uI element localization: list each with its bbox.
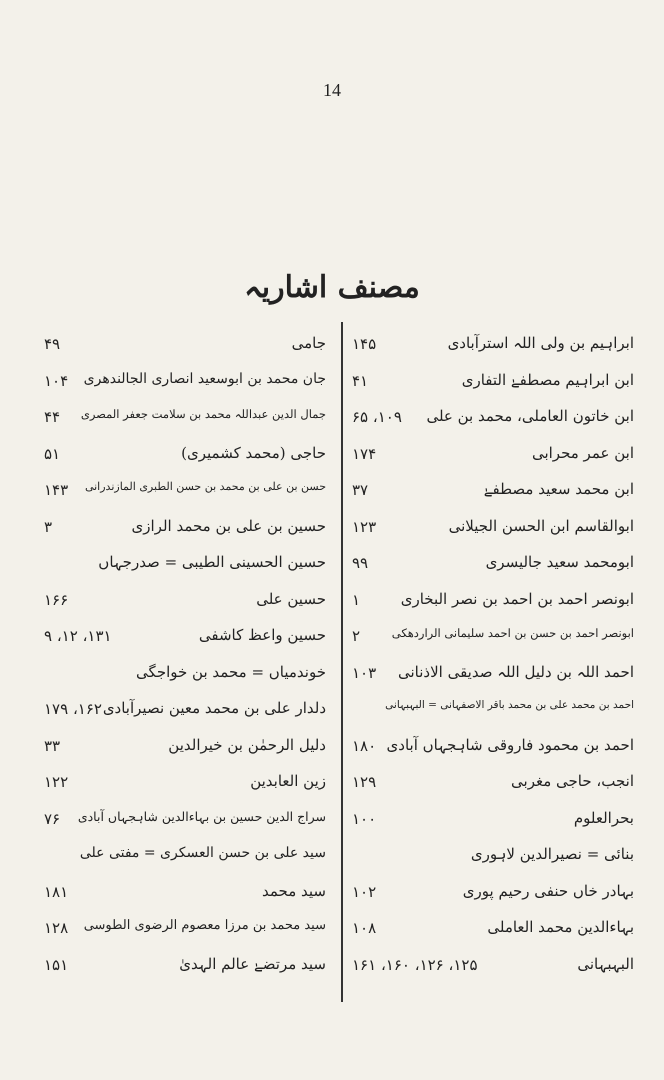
entry-pages: ۱۰۰ <box>352 809 377 828</box>
index-entry <box>348 841 638 878</box>
entry-pages: ۳ <box>44 517 53 536</box>
index-column-left <box>40 330 330 987</box>
entry-pages: ۱۰۲ <box>352 882 377 901</box>
index-entry <box>348 513 638 550</box>
entry-name: ابن خاتون العاملی، محمد بن علی <box>426 407 634 425</box>
index-entry <box>348 805 638 842</box>
entry-pages: ۱۴۵ <box>352 335 377 353</box>
index-entry <box>40 768 330 805</box>
entry-name: سید محمد بن مرزا معصوم الرضوی الطوسی <box>83 918 326 933</box>
index-entry <box>348 951 638 988</box>
entry-pages: ۵۱ <box>44 444 61 463</box>
entry-name: حاجی (محمد کشمیری) <box>181 443 326 462</box>
entry-pages: ۲ <box>352 627 361 645</box>
entry-pages: ۱ <box>352 590 361 609</box>
index-entry <box>40 914 330 951</box>
index-entry <box>40 440 330 477</box>
entry-name: حسین الحسینی الطیبی = صدرجہاں <box>98 553 326 571</box>
index-entry <box>348 622 638 659</box>
entry-pages: ۴۹ <box>44 335 61 353</box>
index-title: مصنف اشاریہ <box>244 270 420 305</box>
index-entry <box>348 768 638 805</box>
entry-name: سید محمد <box>262 881 326 900</box>
page-number: 14 <box>323 80 341 100</box>
index-entry <box>348 914 638 951</box>
entry-pages: ۴۱ <box>352 371 369 390</box>
entry-pages: ۹۹ <box>352 554 369 572</box>
index-entry <box>40 330 330 367</box>
entry-name: بہاءالدین محمد العاملی <box>487 918 634 936</box>
entry-pages: ۴۴ <box>44 408 61 426</box>
index-entry <box>40 805 330 842</box>
entry-name: بہادر خاں حنفی رحیم پوری <box>462 881 634 900</box>
entry-name: سراج الدین حسین بن بہاءالدین شاہجہاں آبادی <box>77 808 326 824</box>
index-entry <box>348 878 638 915</box>
index-entry <box>40 878 330 915</box>
index-entry <box>40 367 330 404</box>
entry-name: ابن عمر محرابی <box>531 443 634 462</box>
entry-name: ابومحمد سعید جالیسری <box>485 553 634 571</box>
entry-pages: ۱۲۹ <box>352 773 377 791</box>
entry-pages: ۳۷ <box>352 481 369 499</box>
entry-pages: ۱۸۰ <box>352 736 377 755</box>
entry-name: دلدار علی بن محمد معین نصیرآبادی <box>102 699 326 717</box>
index-entry <box>40 732 330 769</box>
entry-name: ابونصر احمد بن حسن بن احمد سلیمانی الراردهکی <box>391 626 634 640</box>
entry-pages: ۱۳۱، ۱۲، ۹ <box>44 627 112 645</box>
entry-name: حسین واعظ کاشفی <box>198 626 326 644</box>
index-entry <box>348 586 638 623</box>
index-entry <box>348 549 638 586</box>
entry-name: جمال الدین عبداللہ محمد بن سلامت جعفر المصری <box>80 407 326 421</box>
entry-name: احمد اللہ بن دلیل اللہ صدیقی الاذنانی <box>397 662 634 681</box>
entry-pages: ۱۲۸ <box>44 919 69 937</box>
entry-name: احمد بن محمود فاروقی شاہجہاں آبادی <box>386 735 634 754</box>
index-entry <box>348 476 638 513</box>
entry-pages: ۷۶ <box>44 809 61 828</box>
entry-name: بنائی = نصیرالدین لاہوری <box>470 845 634 863</box>
index-entry <box>40 622 330 659</box>
entry-pages: ۱۶۶ <box>44 590 69 609</box>
entry-name: خوندمیاں = محمد بن خواجگی <box>136 662 326 681</box>
entry-name: ابن محمد سعید مصطفےٰ <box>483 480 634 498</box>
index-entry <box>40 513 330 550</box>
entry-name: احمد بن محمد علی بن محمد باقر الاصفہانی = البہبہانی <box>385 699 634 711</box>
entry-pages: ۱۸۱ <box>44 882 69 901</box>
entry-name: ابن ابراہیم مصطفےٰ التفاری <box>461 370 634 389</box>
entry-pages: ۱۰۴ <box>44 371 69 390</box>
entry-pages: ۱۵۱ <box>44 955 69 974</box>
entry-name: ابوالقاسم ابن الحسن الجیلانی <box>448 516 634 535</box>
entry-name: سید مرتضےٰ عالم الہدیٰ <box>179 954 326 973</box>
entry-pages: ۱۲۳ <box>352 517 377 536</box>
entry-pages: ۱۶۲، ۱۷۹ <box>44 700 102 718</box>
entry-pages: ۱۰۸ <box>352 919 377 937</box>
entry-name: حسین بن علی بن محمد الرازی <box>131 516 326 535</box>
index-entry <box>40 841 330 878</box>
index-entry <box>348 403 638 440</box>
index-column-right <box>348 330 638 987</box>
entry-name: جامی <box>291 334 326 352</box>
entry-pages: ۳۳ <box>44 736 61 755</box>
entry-name: حسین علی <box>256 589 326 608</box>
entry-pages: ۱۴۳ <box>44 481 69 499</box>
entry-pages: ۱۷۴ <box>352 444 377 463</box>
index-entry <box>348 440 638 477</box>
index-entry <box>40 659 330 696</box>
index-entry <box>40 403 330 440</box>
index-entry <box>40 586 330 623</box>
index-entry <box>40 476 330 513</box>
entry-pages: ۱۲۲ <box>44 773 69 791</box>
entry-name: بحرالعلوم <box>573 808 634 827</box>
index-entry <box>40 695 330 732</box>
index-entry <box>40 951 330 988</box>
index-entry <box>348 367 638 404</box>
column-divider <box>341 322 343 1002</box>
entry-name: ابراہیم بن ولی اللہ استرآبادی <box>447 334 634 352</box>
entry-pages: ۱۲۵، ۱۲۶، ۱۶۰، ۱۶۱ <box>352 955 478 974</box>
entry-pages: ۱۰۹، ۶۵ <box>352 408 402 426</box>
index-entry <box>348 695 638 732</box>
index-entry <box>348 659 638 696</box>
entry-name: دلیل الرحمٰن بن خیرالدین <box>168 735 326 754</box>
entry-name: جان محمد بن ابوسعید انصاری الجالندھری <box>83 370 326 387</box>
entry-name: البہبہانی <box>577 954 634 973</box>
entry-pages: ۱۰۳ <box>352 663 377 682</box>
index-entry <box>348 732 638 769</box>
index-entry <box>348 330 638 367</box>
entry-name: ابونصر احمد بن احمد بن نصر البخاری <box>400 589 634 608</box>
index-entry <box>40 549 330 586</box>
entry-name: حسن بن علی بن محمد بن حسن الطبری المازندرانی <box>84 480 326 493</box>
entry-name: زین العابدین <box>250 772 326 790</box>
entry-name: انجب، حاجی مغربی <box>511 772 634 790</box>
entry-name: سید علی بن حسن العسکری = مفتی علی <box>79 845 326 861</box>
